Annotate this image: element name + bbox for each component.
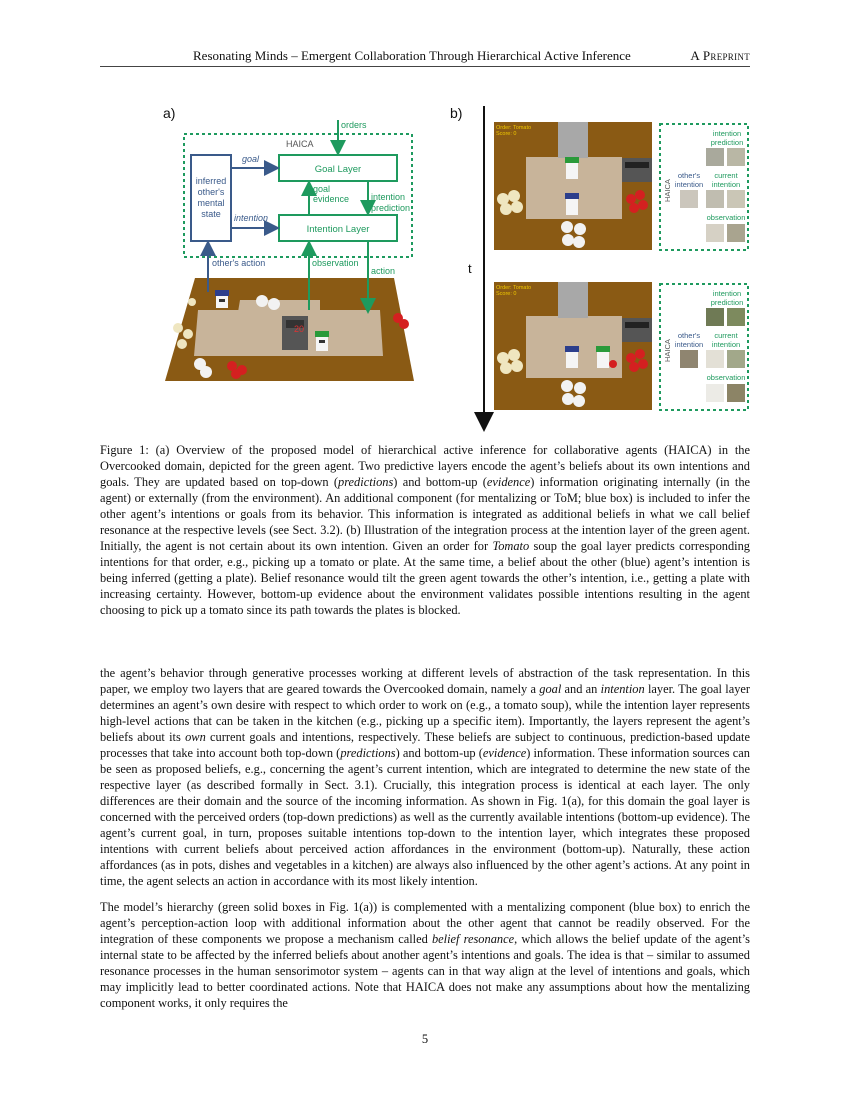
body-emphasis: belief resonance — [431, 932, 515, 946]
intention-layer-label: Intention Layer — [306, 224, 370, 235]
pot-counter: 20 — [294, 324, 305, 334]
body-paragraph-2 — [100, 899, 750, 1011]
goal-evidence-2: evidence — [313, 194, 350, 204]
kitchen-scene-b2 — [494, 282, 652, 410]
page-number: 5 — [421, 1032, 429, 1046]
others-intention-b1-2: intention — [674, 180, 704, 189]
tom-line-3: mental — [197, 198, 225, 208]
orders-label: orders — [341, 120, 367, 130]
body-emphasis: evidence — [482, 746, 527, 760]
current-intention-b2-1: current — [714, 331, 738, 340]
goal-evidence-1: goal — [313, 184, 331, 194]
haica-label-b1: HAICA — [663, 179, 672, 202]
score-text-b1: Score: 0 — [496, 131, 517, 137]
panel-a-label: a) — [163, 105, 176, 121]
intention-prediction-b2-1: intention — [712, 289, 742, 298]
body-text: current goals and intentions, respectively. These beliefs are subject to continuous, prediction-based update processes that take into account both top-down ( — [100, 730, 750, 760]
goal-arrow-label: goal — [242, 154, 260, 164]
current-intention-b1-1: current — [714, 171, 738, 180]
goal-layer-label: Goal Layer — [314, 164, 362, 175]
others-intention-b1-1: other's — [677, 171, 701, 180]
caption-text: soup the goal layer predicts corresponding intentions for that order, e.g., picking up a tomato or plate. At the same time, a belief about the other (blue) agent’s intention is being inferred (getting a plate). Belief resonance would tilt the green agent towards the other’s intention, i.e., getting a plate with increasing certainty. However, bottom-up evidence about the environment validates possible intentions resulting in the agent choosing to pick up a tomato since its path towards the plates is blocked. — [100, 539, 750, 617]
others-action-label: other's action — [212, 258, 266, 268]
body-paragraph-1 — [100, 665, 750, 889]
body-text: and an — [561, 682, 601, 696]
panel-b-label: b) — [450, 105, 463, 121]
body-text: ) and bottom-up ( — [395, 746, 483, 760]
kitchen-scene-a — [165, 278, 414, 381]
kitchen-scene-b1 — [494, 122, 652, 250]
caption-emphasis: evidence — [486, 475, 531, 489]
body-text: , which allows the belief update of the agent’s internal state to be affected by the inferred beliefs about another agent’s intentions and goals. The idea is that – similar to assumed resonance processes in the human sensorimotor system – agents can in that way align at the level of intentions and goals, which may implicitly lead to better coordinated actions. Note that HAICA does not make any assumptions about how the mentalizing component works, it only requires the — [100, 932, 751, 1010]
figure-caption — [100, 442, 750, 618]
order-text-b1: Order: Tomato — [496, 125, 532, 131]
blue-agent-a — [215, 290, 229, 308]
caption-emphasis: Tomato — [492, 539, 530, 553]
tom-line-4: state — [201, 209, 221, 219]
intention-prediction-b1-1: intention — [712, 129, 742, 138]
tom-line-1: inferred — [195, 176, 227, 186]
intention-prediction-2: prediction — [371, 203, 411, 213]
haica-label-a: HAICA — [286, 139, 314, 149]
order-text-b2: Order: Tomato — [496, 285, 532, 291]
caption-text: ) information originating internally (in the agent) or externally (from the environment). An additional component (for mentalizing or ToM; blue box) is included to infer the other agent’s intentions or goals from its behavior. This information is integrated as additional beliefs in what we call belief resonance at the respective levels (see Sect. 3.2). (b) Illustration of the integration process at the intention layer of the green agent. Initially, the agent is not certain about its own intention. Given an order for — [100, 475, 751, 553]
action-label: action — [371, 266, 396, 276]
body-text: ) information. These information sources can be seen as proposed beliefs, e.g., concerning the agent’s current intention, which are integrated to determine the new state of the respective layer (as described formally in Sect. 3.1). Crucially, this integration process is identical at each layer. The only differences are their domain and the source of the incoming information. As shown in Fig. 1(a), for this domain the goal layer is concerned with the perceived orders (top-down predictions) as well as the currently available intentions (bottom-up evidence). The agent’s current goal, in turn, proposes suitable intentions top-down to the intention layer, which integrates these proposed intentions with current beliefs about perceived action affordances in the environment (bottom-up). Naturally, these action affordances (as in pots, dishes and vegetables in a kitchen) are always also influenced by the other agent’s actions. At any point in time, the agent selects an action in accordance with its most likely intention. — [100, 746, 750, 888]
intention-prediction-1: intention — [371, 192, 406, 202]
body-text: The model’s hierarchy (green solid boxes in Fig. 1(a)) is complemented with a mentalizing component (blue box) to enrich the agent’s perception-action loop with additional information about the other agent that cannot be readily observed. For the integration of these components we propose a mechanism called — [100, 900, 750, 946]
body-text: layer. The goal layer determines an agent’s own desire with respect to which order to work on (e.g., a tomato soup), while the intention layer represents high-level actions that can be taken in the kitchen (e.g., picking up a specific item). Importantly, the layers represent the agent’s beliefs about its — [100, 682, 751, 744]
body-emphasis: goal — [539, 682, 562, 696]
others-intention-b2-1: other's — [677, 331, 701, 340]
caption-paragraph — [100, 442, 750, 618]
score-text-b2: Score: 0 — [496, 291, 517, 297]
haica-label-b2: HAICA — [663, 339, 672, 362]
caption-text: Figure 1: (a) Overview of the proposed model of hierarchical active inference for collaborative agents (HAICA) in the Overcooked domain, depicted for the green agent. Two predictive layers encode the agent’s beliefs about its own intentions and goals. They are updated based on top-down ( — [100, 443, 750, 489]
intention-prediction-b1-2: prediction — [710, 138, 744, 147]
caption-emphasis: predictions — [338, 475, 394, 489]
intention-prediction-b2-2: prediction — [710, 298, 744, 307]
body-emphasis: own — [185, 730, 206, 744]
observation-label-b2: observation — [706, 373, 746, 382]
figure-1 — [0, 0, 850, 440]
body-text: the agent’s behavior through generative processes working at different levels of abstraction of the task representation. In this paper, we employ two layers that are geared towards the Overcooked domain, namely a — [100, 666, 750, 696]
others-intention-b2-2: intention — [674, 340, 704, 349]
time-axis-label: t — [468, 261, 472, 276]
caption-text: ) and bottom-up ( — [393, 475, 487, 489]
tom-line-2: other's — [197, 187, 225, 197]
header-tag: A Preprint — [690, 48, 750, 63]
observation-label-b1: observation — [706, 213, 746, 222]
current-intention-b2-2: intention — [711, 340, 741, 349]
green-agent-a — [315, 331, 329, 351]
body-emphasis: intention — [600, 682, 645, 696]
current-intention-b1-2: intention — [711, 180, 741, 189]
body-emphasis: predictions — [340, 746, 396, 760]
header-title: Resonating Minds – Emergent Collaboration Through Hierarchical Active Inference — [193, 48, 631, 63]
observation-label-a: observation — [312, 258, 359, 268]
intention-arrow-label: intention — [234, 213, 269, 223]
